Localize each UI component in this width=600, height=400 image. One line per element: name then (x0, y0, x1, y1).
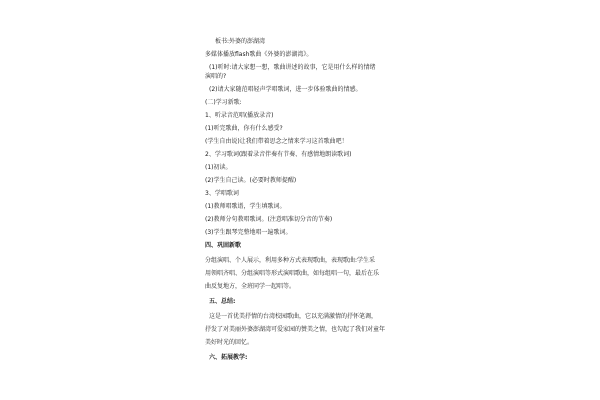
paragraph-line: 这是一首优美抒情的台湾校园歌曲，它以充满激情的抒怀笔调， (209, 313, 378, 320)
paragraph-line: 抒发了对美丽外婆澎湖湾可爱家园的赞美之情，也勾起了我们对童年 (205, 326, 386, 333)
paragraph-line: (1)听完歌曲，你有什么感受? (205, 125, 283, 132)
paragraph-line: 1、听录音范唱(播放录音) (205, 112, 274, 119)
section-heading: 五、总结: (209, 298, 236, 305)
paragraph-line: (1)初读。 (205, 164, 232, 171)
section-heading: (二)学习新歌: (205, 99, 242, 106)
section-heading: 四、巩固新歌 (205, 242, 242, 249)
paragraph-line: (3)学生跟琴完整地唱一遍歌词。 (205, 229, 292, 236)
board-title: 板书:外婆的澎湖湾 (215, 38, 266, 45)
paragraph-line: 美好时光的回忆。 (205, 339, 254, 346)
paragraph-line: (2)学生自己读。(必要时教师提醒) (205, 177, 297, 184)
paragraph-line: 3、学唱歌词 (205, 190, 239, 197)
paragraph-line: (1)听时:请大家想一想，歌曲讲述的故事，它是用什么样的情绪 (209, 64, 376, 71)
document-body (205, 37, 420, 362)
paragraph-line: 曲反复地方，全班同学一起唱等。 (205, 283, 296, 290)
section-heading: 六、拓展教学: (209, 354, 248, 361)
paragraph-line: (2)教师分句教唱歌词。(注意唱准切分音的节奏) (205, 216, 333, 223)
paragraph-line: 分组演唱、个人展示，利用多种方式表现歌曲，表现歌曲:学生采 (205, 257, 376, 264)
paragraph-line: 演唱的? (205, 73, 227, 80)
paragraph-line: 多媒体播放flash歌曲《外婆的澎湖湾》。 (205, 51, 313, 58)
paragraph-line: 2、学习歌词(跟着录音伴奏有节奏、有感情地朗读歌词) (205, 151, 352, 158)
paragraph-line: 用领唱齐唱、分组演唱等形式演唱歌曲，如每组唱一句，最后在乐 (205, 270, 380, 277)
paragraph-line: (2)请大家随范唱轻声学唱歌词，进一步体验歌曲的情感。 (209, 86, 362, 93)
paragraph-line: (1)教师唱歌谱，学生填歌词。 (205, 203, 286, 210)
paragraph-line: (学生自由说)让我们带着思念之情来学习这首歌曲吧！ (205, 138, 348, 145)
